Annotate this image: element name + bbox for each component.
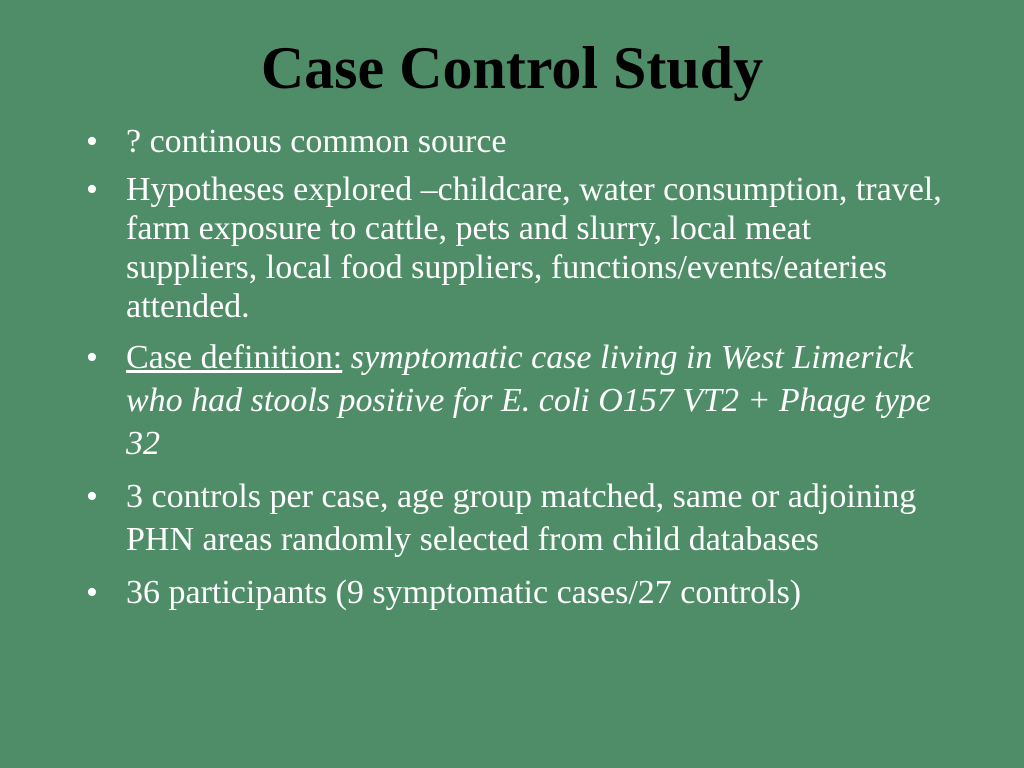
bullet-item (86, 170, 946, 326)
bullet-text: Hypotheses explored –childcare, water consumption, travel, farm exposure to cattle, pets and slurry, local meat suppliers, local food suppliers, functions/events/eateries attended. (126, 171, 942, 325)
slide-title: Case Control Study (260, 35, 764, 101)
case-definition-label: Case definition: (126, 339, 343, 376)
bullet-item (86, 571, 946, 614)
bullet-item (86, 475, 946, 561)
bullet-item (86, 336, 946, 465)
bullet-icon: • (86, 123, 98, 160)
bullet-text: 36 participants (9 symptomatic cases/27 controls) (126, 574, 802, 611)
bullet-text: ? continous common source (126, 123, 507, 160)
bullet-icon: • (86, 339, 98, 376)
bullet-icon: • (86, 574, 98, 611)
bullet-icon: • (86, 478, 98, 515)
bullet-list (86, 122, 946, 614)
bullet-item (86, 122, 946, 162)
bullet-icon: • (86, 171, 98, 208)
case-definition-text: symptomatic case living in West Limerick who had stools positive for E. coli O157 VT2 + Phage type 32 (126, 339, 931, 462)
bullet-text: 3 controls per case, age group matched, same or adjoining PHN areas randomly selected from child databases (126, 478, 917, 558)
